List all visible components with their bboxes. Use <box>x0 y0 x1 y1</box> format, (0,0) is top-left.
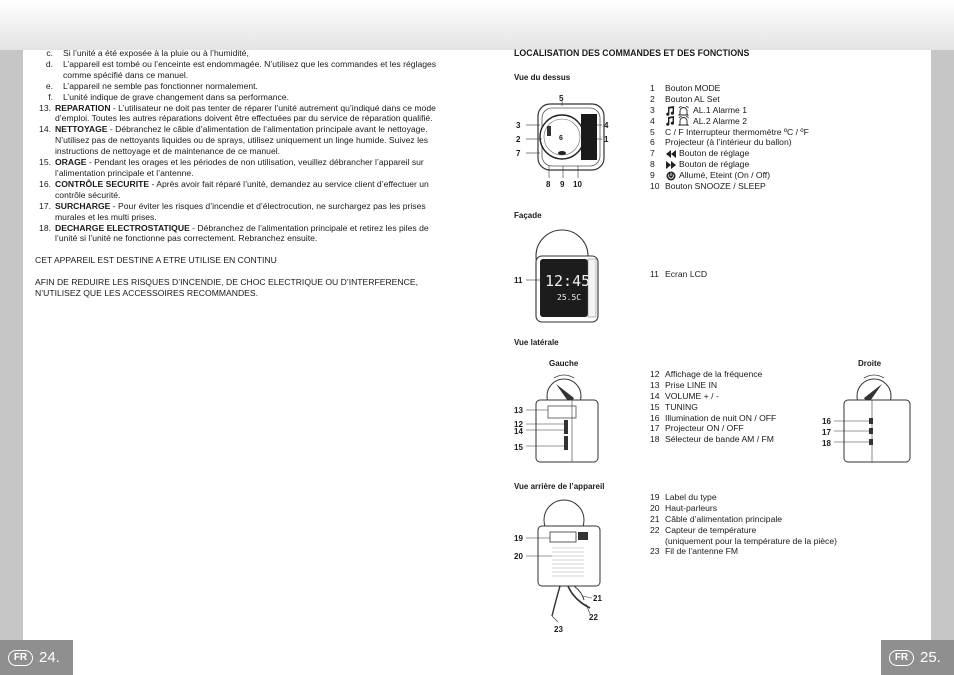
feature-label: Bouton SNOOZE / SLEEP <box>665 181 766 192</box>
feature-label: Illumination de nuit ON / OFF <box>665 412 777 423</box>
back-view-diagram <box>512 496 624 636</box>
callout-5: 5 <box>559 94 564 103</box>
item-body: - Débranchez de l’alimentation principale et retirez les piles de l’unité si l’unité ne fonctionne pas correctement. Rebranchez ensuite. <box>55 222 429 244</box>
callout-17: 17 <box>822 428 831 437</box>
feature-number: 18 <box>650 434 660 445</box>
item-label: c. <box>46 48 53 58</box>
callout-20: 20 <box>514 552 523 561</box>
side-right-label: Droite <box>858 359 882 368</box>
item-label: 15. <box>39 157 51 168</box>
feature-list-item <box>650 514 837 525</box>
left-footer <box>0 640 73 675</box>
side-view-list <box>650 369 776 445</box>
feature-text <box>665 127 809 138</box>
callout-12: 12 <box>514 420 523 429</box>
callout-6: 6 <box>559 135 563 142</box>
numbered-item <box>34 223 444 245</box>
callout-19: 19 <box>514 534 523 543</box>
side-left-label: Gauche <box>549 359 579 368</box>
feature-list-item <box>650 546 837 557</box>
feature-list-item <box>650 170 809 181</box>
feature-text <box>665 105 809 116</box>
feature-text <box>665 94 809 105</box>
feature-text <box>665 159 809 170</box>
back-view-label: Vue arrière de l’appareil <box>514 482 605 491</box>
right-margin-bar <box>931 50 954 640</box>
feature-list-item <box>650 434 776 445</box>
numbered-item <box>34 201 444 223</box>
callout-8: 8 <box>546 180 551 189</box>
item-text <box>51 223 444 245</box>
callout-4: 4 <box>604 121 609 130</box>
callout-2: 2 <box>516 135 521 144</box>
item-text <box>63 92 444 103</box>
feature-number: 7 <box>650 148 655 159</box>
feature-text <box>665 503 837 514</box>
item-text <box>51 201 444 223</box>
feature-label: AL.2 Alarme 2 <box>693 115 747 126</box>
item-text <box>63 48 444 59</box>
sub-list-item <box>34 59 444 81</box>
numbered-item <box>34 103 444 125</box>
feature-list-item <box>650 83 809 94</box>
feature-list-item <box>650 536 837 547</box>
feature-list-item <box>650 94 809 105</box>
item-label: 13. <box>39 102 51 113</box>
feature-text <box>665 369 776 380</box>
feature-text <box>665 402 776 413</box>
feature-label: Prise LINE IN <box>665 379 718 390</box>
callout-13: 13 <box>514 406 523 415</box>
callout-7: 7 <box>516 149 521 158</box>
feature-number: 14 <box>650 390 660 401</box>
item-heading: SURCHARGE <box>55 200 111 211</box>
top-view-list <box>650 83 809 192</box>
section-title: LOCALISATION DES COMMANDES ET DES FONCTIONS <box>514 48 750 58</box>
header-band <box>0 0 954 50</box>
feature-number: 5 <box>650 126 655 137</box>
feature-text <box>665 269 707 280</box>
lcd-time: 12:45 <box>545 272 591 290</box>
sub-list-item <box>34 81 444 92</box>
item-heading: ORAGE <box>55 157 87 168</box>
callout-16: 16 <box>822 417 831 426</box>
callout-23: 23 <box>554 625 563 634</box>
left-margin-bar <box>0 50 23 640</box>
item-label: e. <box>45 80 53 91</box>
feature-list-item <box>650 423 776 434</box>
feature-label: Label du type <box>665 492 717 502</box>
item-body: Si l’unité a été exposée à la pluie ou à l’humidité, <box>63 48 249 58</box>
item-label: 17. <box>39 200 51 211</box>
feature-text <box>665 391 776 402</box>
feature-label: Projecteur ON / OFF <box>665 423 744 434</box>
feature-label: Bouton MODE <box>665 83 721 93</box>
feature-label: AL.1 Alarme 1 <box>693 104 747 115</box>
item-label: f. <box>48 91 53 102</box>
fast-forward-icon <box>665 160 677 170</box>
item-text <box>51 157 444 179</box>
feature-label: Capteur de température <box>665 524 757 535</box>
numbered-item <box>34 157 444 179</box>
item-text <box>63 59 444 81</box>
item-text <box>51 124 444 157</box>
feature-label: Haut-parleurs <box>665 502 718 513</box>
item-text <box>51 179 444 201</box>
feature-number: 13 <box>650 379 660 390</box>
feature-list-item <box>650 148 809 159</box>
feature-text <box>665 137 809 148</box>
language-badge: FR <box>889 650 914 666</box>
feature-label: Sélecteur de bande AM / FM <box>665 434 774 445</box>
side-view-label: Vue latérale <box>514 338 559 347</box>
feature-number: 2 <box>650 93 655 104</box>
feature-list-item <box>650 391 776 402</box>
feature-label: Fil de l’antenne FM <box>665 546 739 557</box>
numbered-item <box>34 124 444 157</box>
item-heading: DECHARGE ELECTROSTATIQUE <box>55 222 190 233</box>
feature-list-item <box>650 503 837 514</box>
page-number: 24. <box>39 649 60 666</box>
safety-instructions <box>34 48 444 299</box>
sub-list-item <box>34 92 444 103</box>
feature-text <box>665 181 809 192</box>
music-note-bell-icon <box>665 106 691 116</box>
feature-number: 1 <box>650 83 655 93</box>
top-view-diagram <box>512 92 622 192</box>
feature-list-item <box>650 181 809 192</box>
lcd-temperature: 25.5C <box>557 293 582 302</box>
feature-label: Bouton de réglage <box>679 148 750 159</box>
feature-list-item <box>650 116 809 127</box>
feature-number: 16 <box>650 412 660 423</box>
feature-label: Bouton de réglage <box>679 159 750 170</box>
item-body: - Débranchez le câble d’alimentation de l’alimentation principale avant le nettoyage. N’utilisez pas de nettoyants liquides ou de sprays, utilisez uniquement un linge humide. Suivez les instructions de nettoyage et de maintenance de ce manuel. <box>55 124 429 157</box>
feature-list-item <box>650 369 776 380</box>
power-icon <box>665 171 677 181</box>
feature-text <box>665 525 837 536</box>
feature-text <box>665 83 809 94</box>
side-view-left-diagram <box>512 370 624 466</box>
feature-number: 15 <box>650 401 660 412</box>
callout-11: 11 <box>514 276 523 285</box>
feature-label: Bouton AL Set <box>665 93 720 104</box>
music-note-bell-icon <box>665 116 691 126</box>
feature-label: VOLUME + / - <box>665 390 719 401</box>
feature-list-item <box>650 137 809 148</box>
feature-list-item <box>650 269 707 280</box>
continuous-use-notice: CET APPAREIL EST DESTINE A ETRE UTILISE EN CONTINU <box>35 255 277 266</box>
feature-number: 6 <box>650 137 655 148</box>
item-label: 16. <box>39 178 51 189</box>
feature-text <box>665 148 809 159</box>
feature-label: Allumé, Eteint (On / Off) <box>679 170 771 181</box>
feature-number: 17 <box>650 423 660 434</box>
item-body: - Après avoir fait réparé l’unité, demandez au service client d’effectuer un contrôle sécurité. <box>55 178 429 200</box>
feature-label: Projecteur (à l’intérieur du ballon) <box>665 137 792 148</box>
callout-9: 9 <box>560 180 565 189</box>
risk-reduction-notice: AFIN DE REDUIRE LES RISQUES D’INCENDIE, DE CHOC ELECTRIQUE OU D’INTERFERENCE, N’UTILISEZ QUE LES ACCESSOIRES RECOMMANDES. <box>35 277 418 299</box>
feature-list-item <box>650 105 809 116</box>
item-label: d. <box>45 58 53 69</box>
feature-number: 12 <box>650 369 660 379</box>
top-view-label: Vue du dessus <box>514 73 571 82</box>
feature-list-item <box>650 492 837 503</box>
feature-number: 23 <box>650 546 660 557</box>
feature-list-item <box>650 413 776 424</box>
feature-label: C / F Interrupteur thermomètre ºC / ºF <box>665 126 809 137</box>
feature-text <box>665 536 837 547</box>
item-body: - Pendant les orages et les périodes de non utilisation, veuillez débrancher l’appareil sur l’alimentation principale et l’antenne. <box>55 157 424 178</box>
feature-text <box>665 546 837 557</box>
feature-text <box>665 380 776 391</box>
feature-number: 9 <box>650 170 655 181</box>
feature-number: 3 <box>650 104 655 115</box>
feature-list-item <box>650 380 776 391</box>
feature-text <box>665 423 776 434</box>
feature-number <box>650 536 665 547</box>
feature-list-item <box>650 525 837 536</box>
feature-number: 4 <box>650 115 655 126</box>
feature-number: 21 <box>650 513 660 524</box>
numbered-item <box>34 179 444 201</box>
feature-text <box>665 492 837 503</box>
item-body: - L’utilisateur ne doit pas tenter de réparer l’unité autrement qu’indiqué dans ce mode d’emploi. Toutes les autres réparations doivent être effectuées par du service de réparation qualifié. <box>55 102 436 124</box>
callout-14: 14 <box>514 427 523 436</box>
feature-text <box>665 434 776 445</box>
front-view-label: Façade <box>514 211 542 220</box>
back-view-list <box>650 492 837 557</box>
feature-number: 22 <box>650 524 660 535</box>
feature-number: 20 <box>650 502 660 513</box>
feature-list-item <box>650 159 809 170</box>
callout-3: 3 <box>516 121 521 130</box>
feature-text <box>665 116 809 127</box>
feature-label: Ecran LCD <box>665 269 708 279</box>
feature-number: 10 <box>650 181 660 192</box>
side-view-right-diagram <box>820 370 920 466</box>
feature-list-item <box>650 127 809 138</box>
item-label: 18. <box>39 222 51 233</box>
callout-1: 1 <box>604 135 609 144</box>
rewind-icon <box>665 149 677 159</box>
front-view-diagram <box>512 228 622 323</box>
callout-21: 21 <box>593 594 602 603</box>
feature-text <box>665 170 809 181</box>
item-label: 14. <box>39 124 51 135</box>
item-text <box>63 81 444 92</box>
right-footer <box>881 640 954 675</box>
front-view-list <box>650 269 707 280</box>
item-heading: NETTOYAGE <box>55 124 108 135</box>
item-body: L’appareil ne semble pas fonctionner normalement. <box>63 80 258 91</box>
feature-number: 8 <box>650 159 655 170</box>
feature-text <box>665 413 776 424</box>
callout-10: 10 <box>573 180 582 189</box>
feature-number: 11 <box>650 269 659 279</box>
feature-number: 19 <box>650 492 660 502</box>
callout-15: 15 <box>514 443 523 452</box>
language-badge: FR <box>8 650 33 666</box>
feature-label: TUNING <box>665 401 698 412</box>
callout-18: 18 <box>822 439 831 448</box>
feature-label: (uniquement pour la température de la pièce) <box>665 535 837 546</box>
item-body: L’appareil est tombé ou l’enceinte est endommagée. N’utilisez que les commandes et les réglages comme spécifié dans ce manuel. <box>63 58 437 80</box>
feature-label: Câble d’alimentation principale <box>665 513 783 524</box>
feature-text <box>665 514 837 525</box>
item-body: L’unité indique de grave changement dans sa performance. <box>63 91 289 102</box>
callout-22: 22 <box>589 613 598 622</box>
item-heading: CONTRÔLE SECURITE <box>55 178 150 189</box>
feature-list-item <box>650 402 776 413</box>
item-body: - Pour éviter les risques d’incendie et d’électrocution, ne surchargez pas les prises murales et les multi prises. <box>55 200 426 222</box>
item-text <box>51 103 444 125</box>
page-number: 25. <box>920 649 941 666</box>
feature-label: Affichage de la fréquence <box>665 369 763 379</box>
item-heading: REPARATION <box>55 102 111 113</box>
sub-list-item <box>34 48 444 59</box>
